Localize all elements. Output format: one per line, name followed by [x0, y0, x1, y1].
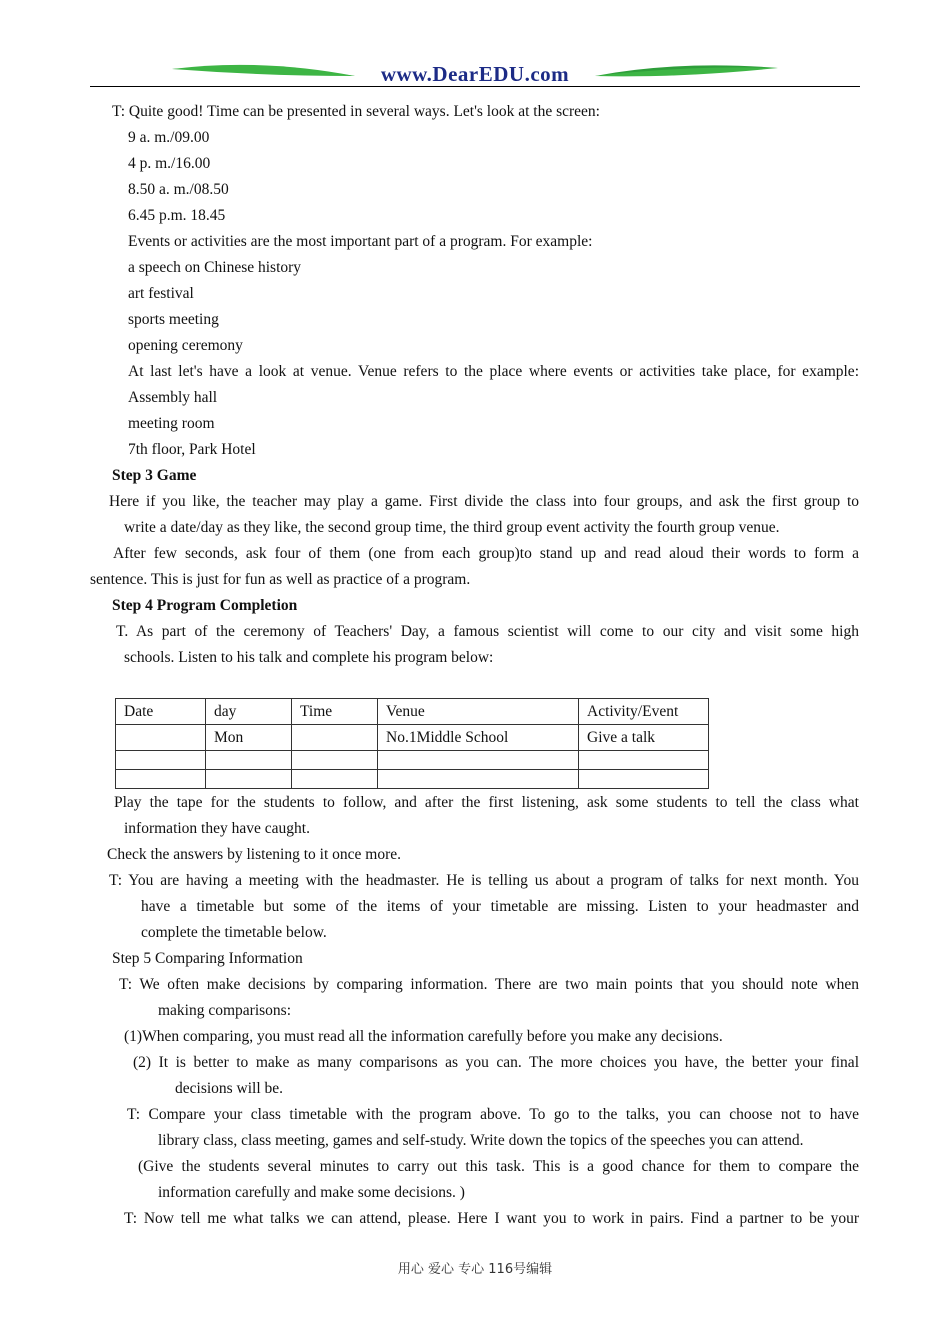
step-heading: Step 4 Program Completion: [112, 597, 298, 614]
text-line: (1)When comparing, you must read all the information carefully before you make any decisions.: [124, 1028, 723, 1045]
text-line: After few seconds, ask four of them (one from each group)to stand up and read aloud their words to form a: [113, 545, 859, 562]
table-row: [116, 770, 709, 789]
header-divider: [90, 86, 860, 87]
table-header-cell: Venue: [378, 699, 579, 725]
table-header-row: [116, 699, 709, 725]
page-footer: 用心 爱心 专心 116号编辑: [397, 1262, 553, 1277]
text-line: Assembly hall: [128, 389, 218, 406]
table-cell: [206, 751, 292, 770]
table-cell: Mon: [206, 725, 292, 751]
text-line: T: Now tell me what talks we can attend, please. Here I want you to work in pairs. Find a partner to be your: [124, 1210, 859, 1227]
table-cell: [378, 770, 579, 789]
text-line: complete the timetable below.: [141, 924, 327, 941]
table-cell: [116, 770, 206, 789]
text-line: T: Compare your class timetable with the program above. To go to the talks, you can choose not to have: [127, 1106, 859, 1123]
text-line: T: You are having a meeting with the headmaster. He is telling us about a program of talks for next month. You: [109, 872, 859, 889]
text-line: library class, class meeting, games and self-study. Write down the topics of the speeches you can attend.: [158, 1132, 804, 1149]
step-heading: Step 5 Comparing Information: [112, 950, 303, 967]
text-line: information carefully and make some decisions. ): [158, 1184, 465, 1201]
table-cell: Give a talk: [579, 725, 709, 751]
step-heading: Step 3 Game: [112, 467, 197, 484]
text-line: Events or activities are the most important part of a program. For example:: [128, 233, 593, 250]
text-line: opening ceremony: [128, 337, 243, 354]
text-line: T: Quite good! Time can be presented in several ways. Let's look at the screen:: [112, 103, 600, 120]
text-line: write a date/day as they like, the second group time, the third group event activity the fourth group venue.: [124, 519, 780, 536]
text-line: information they have caught.: [124, 820, 310, 837]
table-cell: [579, 770, 709, 789]
text-line: art festival: [128, 285, 194, 302]
text-line: Here if you like, the teacher may play a game. First divide the class into four groups, and ask the first group to: [109, 493, 859, 510]
table-row: [116, 751, 709, 770]
table-row: [116, 725, 709, 751]
text-line: decisions will be.: [175, 1080, 284, 1097]
program-table: [115, 698, 709, 789]
table-cell: [116, 751, 206, 770]
text-line: (Give the students several minutes to carry out this task. This is a good chance for them to compare the: [138, 1158, 859, 1175]
text-line: 8.50 a. m./08.50: [128, 181, 229, 198]
table-cell: [292, 751, 378, 770]
text-line: 6.45 p.m. 18.45: [128, 207, 226, 224]
table-header-cell: day: [206, 699, 292, 725]
text-line: T. As part of the ceremony of Teachers' Day, a famous scientist will come to our city and visit some high: [116, 623, 859, 640]
table-header-cell: Time: [292, 699, 378, 725]
text-line: making comparisons:: [158, 1002, 292, 1019]
text-line: Check the answers by listening to it once more.: [107, 846, 402, 863]
text-line: 7th floor, Park Hotel: [128, 441, 256, 458]
text-line: a speech on Chinese history: [128, 259, 302, 276]
table-header-cell: Date: [116, 699, 206, 725]
table-cell: [579, 751, 709, 770]
table-cell: No.1Middle School: [378, 725, 579, 751]
text-line: T: We often make decisions by comparing information. There are two main points that you should note when: [119, 976, 859, 993]
table-header-cell: Activity/Event: [579, 699, 709, 725]
table-cell: [292, 770, 378, 789]
text-line: 9 a. m./09.00: [128, 129, 210, 146]
text-line: Play the tape for the students to follow, and after the first listening, ask some students to tell the class what: [114, 794, 859, 811]
text-line: have a timetable but some of the items of your timetable are missing. Listen to your headmaster and: [141, 898, 859, 915]
page-header: [90, 56, 860, 90]
text-line: (2) It is better to make as many comparisons as you can. The more choices you have, the better your final: [133, 1054, 859, 1071]
text-line: meeting room: [128, 415, 215, 432]
text-line: schools. Listen to his talk and complete his program below:: [124, 649, 494, 666]
table-cell: [206, 770, 292, 789]
text-line: At last let's have a look at venue. Venue refers to the place where events or activities take place, for example:: [128, 363, 859, 380]
text-line: 4 p. m./16.00: [128, 155, 211, 172]
table-cell: [116, 725, 206, 751]
table-cell: [378, 751, 579, 770]
table-cell: [292, 725, 378, 751]
text-line: sentence. This is just for fun as well as practice of a program.: [90, 571, 471, 588]
text-line: sports meeting: [128, 311, 219, 328]
site-logo[interactable]: www.DearEDU.com: [380, 62, 570, 86]
